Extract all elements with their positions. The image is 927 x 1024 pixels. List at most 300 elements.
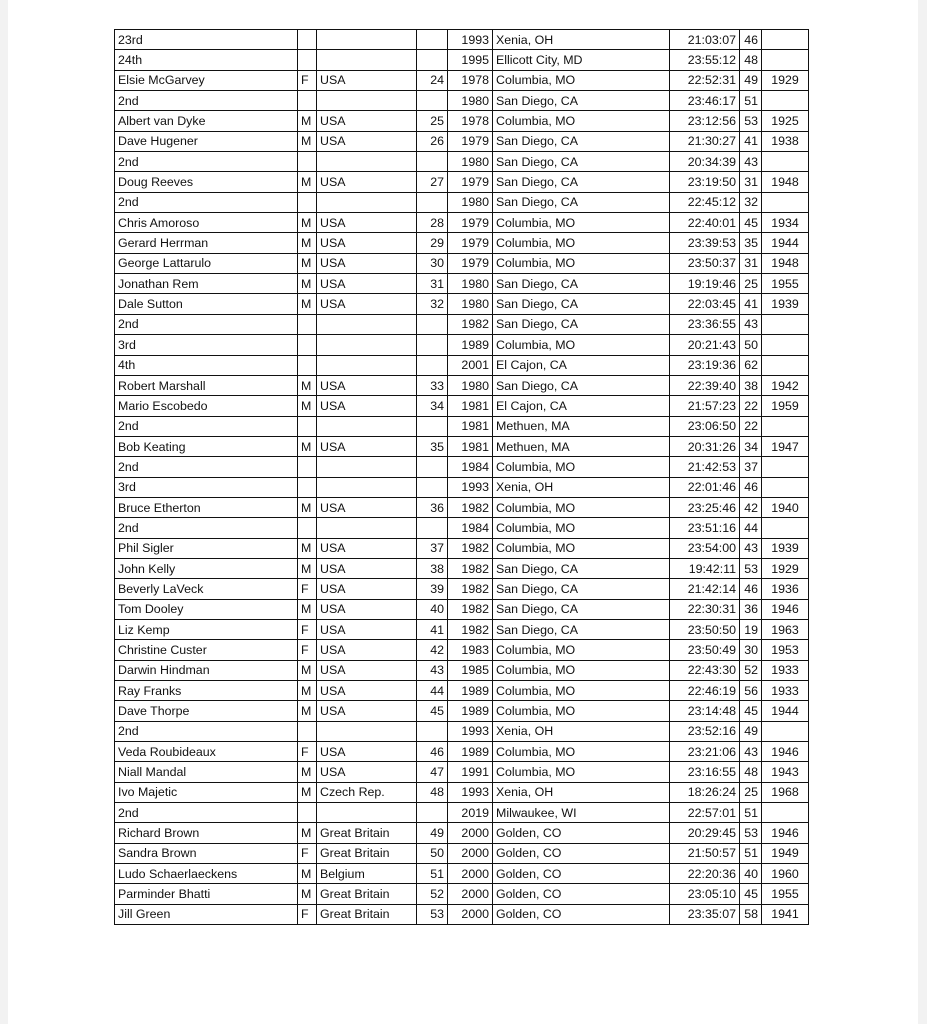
finisher-number-cell (417, 30, 448, 50)
sex-cell (298, 457, 317, 477)
runner-name-cell: Gerard Herrman (115, 233, 298, 253)
finish-time-cell: 23:05:10 (670, 884, 740, 904)
sex-cell: M (298, 599, 317, 619)
sex-cell (298, 192, 317, 212)
country-cell: USA (317, 70, 417, 90)
table-row (115, 619, 809, 639)
location-cell: San Diego, CA (493, 314, 670, 334)
country-cell: USA (317, 233, 417, 253)
country-cell (317, 50, 417, 70)
sex-cell: M (298, 864, 317, 884)
finisher-number-cell: 34 (417, 396, 448, 416)
table-row (115, 742, 809, 762)
age-cell: 43 (740, 152, 762, 172)
runner-name-cell: 2nd (115, 803, 298, 823)
runner-name-cell: Tom Dooley (115, 599, 298, 619)
table-row (115, 172, 809, 192)
finisher-number-cell (417, 477, 448, 497)
country-cell (317, 192, 417, 212)
finisher-number-cell: 35 (417, 436, 448, 456)
runner-name-cell: Beverly LaVeck (115, 579, 298, 599)
table-row (115, 803, 809, 823)
country-cell: USA (317, 253, 417, 273)
location-cell: Columbia, MO (493, 253, 670, 273)
age-cell: 51 (740, 803, 762, 823)
sex-cell (298, 30, 317, 50)
age-cell: 46 (740, 30, 762, 50)
runner-name-cell: Robert Marshall (115, 375, 298, 395)
finish-time-cell: 20:34:39 (670, 152, 740, 172)
year-cell: 1982 (448, 558, 493, 578)
table-row (115, 436, 809, 456)
location-cell: San Diego, CA (493, 172, 670, 192)
location-cell: El Cajon, CA (493, 396, 670, 416)
finish-time-cell: 23:14:48 (670, 701, 740, 721)
finisher-number-cell: 30 (417, 253, 448, 273)
finish-time-cell: 23:50:37 (670, 253, 740, 273)
location-cell: San Diego, CA (493, 274, 670, 294)
runner-name-cell: Elsie McGarvey (115, 70, 298, 90)
sex-cell: M (298, 884, 317, 904)
age-cell: 45 (740, 884, 762, 904)
runner-name-cell: Christine Custer (115, 640, 298, 660)
location-cell: Columbia, MO (493, 742, 670, 762)
finish-time-cell: 22:01:46 (670, 477, 740, 497)
year-cell: 1981 (448, 436, 493, 456)
table-row (115, 131, 809, 151)
age-cell: 35 (740, 233, 762, 253)
finisher-number-cell (417, 314, 448, 334)
sex-cell: M (298, 701, 317, 721)
age-cell: 49 (740, 721, 762, 741)
location-cell: San Diego, CA (493, 294, 670, 314)
age-cell: 41 (740, 294, 762, 314)
table-row (115, 70, 809, 90)
age-cell: 62 (740, 355, 762, 375)
table-row (115, 599, 809, 619)
birth-year-cell (762, 477, 809, 497)
sex-cell: M (298, 681, 317, 701)
sex-cell: F (298, 70, 317, 90)
country-cell: Great Britain (317, 904, 417, 924)
age-cell: 45 (740, 213, 762, 233)
birth-year-cell: 1949 (762, 843, 809, 863)
year-cell: 1979 (448, 172, 493, 192)
finisher-number-cell: 32 (417, 294, 448, 314)
age-cell: 22 (740, 396, 762, 416)
table-row (115, 294, 809, 314)
age-cell: 22 (740, 416, 762, 436)
year-cell: 1980 (448, 294, 493, 314)
sex-cell: F (298, 904, 317, 924)
birth-year-cell (762, 721, 809, 741)
country-cell: USA (317, 701, 417, 721)
finish-time-cell: 20:21:43 (670, 335, 740, 355)
finisher-number-cell (417, 192, 448, 212)
location-cell: Methuen, MA (493, 416, 670, 436)
year-cell: 2000 (448, 843, 493, 863)
age-cell: 41 (740, 131, 762, 151)
year-cell: 1993 (448, 477, 493, 497)
finish-time-cell: 23:36:55 (670, 314, 740, 334)
age-cell: 48 (740, 50, 762, 70)
location-cell: Columbia, MO (493, 681, 670, 701)
birth-year-cell: 1943 (762, 762, 809, 782)
table-row (115, 30, 809, 50)
year-cell: 2000 (448, 884, 493, 904)
table-row (115, 518, 809, 538)
table-row (115, 721, 809, 741)
runner-name-cell: 2nd (115, 721, 298, 741)
runner-name-cell: Liz Kemp (115, 619, 298, 639)
table-row (115, 213, 809, 233)
year-cell: 1980 (448, 91, 493, 111)
finish-time-cell: 22:39:40 (670, 375, 740, 395)
finisher-number-cell: 53 (417, 904, 448, 924)
year-cell: 1984 (448, 518, 493, 538)
runner-name-cell: Ray Franks (115, 681, 298, 701)
sex-cell: F (298, 843, 317, 863)
finish-time-cell: 22:57:01 (670, 803, 740, 823)
table-row (115, 904, 809, 924)
age-cell: 31 (740, 253, 762, 273)
location-cell: Xenia, OH (493, 477, 670, 497)
sex-cell: M (298, 660, 317, 680)
birth-year-cell: 1925 (762, 111, 809, 131)
sex-cell: M (298, 436, 317, 456)
country-cell: USA (317, 579, 417, 599)
runner-name-cell: John Kelly (115, 558, 298, 578)
sex-cell (298, 91, 317, 111)
runner-name-cell: Sandra Brown (115, 843, 298, 863)
age-cell: 53 (740, 558, 762, 578)
runner-name-cell: 24th (115, 50, 298, 70)
finish-time-cell: 19:19:46 (670, 274, 740, 294)
birth-year-cell: 1944 (762, 233, 809, 253)
year-cell: 1978 (448, 111, 493, 131)
birth-year-cell: 1929 (762, 70, 809, 90)
year-cell: 1989 (448, 335, 493, 355)
sex-cell: F (298, 742, 317, 762)
age-cell: 52 (740, 660, 762, 680)
year-cell: 1979 (448, 131, 493, 151)
year-cell: 1989 (448, 701, 493, 721)
birth-year-cell: 1941 (762, 904, 809, 924)
country-cell: USA (317, 660, 417, 680)
finisher-number-cell: 43 (417, 660, 448, 680)
finish-time-cell: 20:29:45 (670, 823, 740, 843)
sex-cell: M (298, 233, 317, 253)
runner-name-cell: 2nd (115, 152, 298, 172)
finish-time-cell: 18:26:24 (670, 782, 740, 802)
table-row (115, 701, 809, 721)
birth-year-cell (762, 152, 809, 172)
finisher-number-cell: 44 (417, 681, 448, 701)
sex-cell: M (298, 253, 317, 273)
birth-year-cell: 1939 (762, 294, 809, 314)
table-row (115, 91, 809, 111)
year-cell: 1984 (448, 457, 493, 477)
sex-cell: M (298, 538, 317, 558)
table-row (115, 762, 809, 782)
table-row (115, 152, 809, 172)
age-cell: 44 (740, 518, 762, 538)
finish-time-cell: 22:40:01 (670, 213, 740, 233)
table-row (115, 355, 809, 375)
runner-name-cell: Doug Reeves (115, 172, 298, 192)
finish-time-cell: 21:57:23 (670, 396, 740, 416)
year-cell: 1995 (448, 50, 493, 70)
year-cell: 1979 (448, 253, 493, 273)
table-row (115, 457, 809, 477)
age-cell: 51 (740, 843, 762, 863)
birth-year-cell (762, 30, 809, 50)
year-cell: 1980 (448, 375, 493, 395)
location-cell: San Diego, CA (493, 192, 670, 212)
year-cell: 1979 (448, 233, 493, 253)
country-cell (317, 721, 417, 741)
age-cell: 43 (740, 314, 762, 334)
finish-time-cell: 20:31:26 (670, 436, 740, 456)
birth-year-cell: 1933 (762, 681, 809, 701)
runner-name-cell: Dave Hugener (115, 131, 298, 151)
location-cell: Columbia, MO (493, 70, 670, 90)
finish-time-cell: 22:43:30 (670, 660, 740, 680)
birth-year-cell: 1955 (762, 274, 809, 294)
location-cell: Milwaukee, WI (493, 803, 670, 823)
birth-year-cell: 1938 (762, 131, 809, 151)
table-row (115, 314, 809, 334)
year-cell: 2019 (448, 803, 493, 823)
table-row (115, 50, 809, 70)
location-cell: Methuen, MA (493, 436, 670, 456)
finisher-number-cell: 49 (417, 823, 448, 843)
finish-time-cell: 21:42:14 (670, 579, 740, 599)
finish-time-cell: 23:39:53 (670, 233, 740, 253)
country-cell (317, 152, 417, 172)
country-cell: USA (317, 599, 417, 619)
age-cell: 40 (740, 864, 762, 884)
sex-cell: M (298, 823, 317, 843)
birth-year-cell: 1940 (762, 497, 809, 517)
country-cell: USA (317, 213, 417, 233)
sex-cell (298, 314, 317, 334)
country-cell (317, 355, 417, 375)
finisher-number-cell (417, 50, 448, 70)
country-cell: USA (317, 375, 417, 395)
finisher-number-cell: 38 (417, 558, 448, 578)
runner-name-cell: 2nd (115, 192, 298, 212)
finish-time-cell: 23:25:46 (670, 497, 740, 517)
finisher-number-cell: 26 (417, 131, 448, 151)
location-cell: Columbia, MO (493, 660, 670, 680)
year-cell: 1982 (448, 497, 493, 517)
age-cell: 25 (740, 274, 762, 294)
country-cell: USA (317, 538, 417, 558)
sex-cell: M (298, 111, 317, 131)
table-row (115, 660, 809, 680)
birth-year-cell: 1948 (762, 172, 809, 192)
year-cell: 1980 (448, 152, 493, 172)
birth-year-cell: 1955 (762, 884, 809, 904)
location-cell: El Cajon, CA (493, 355, 670, 375)
table-row (115, 884, 809, 904)
finisher-number-cell (417, 803, 448, 823)
location-cell: Columbia, MO (493, 335, 670, 355)
age-cell: 38 (740, 375, 762, 395)
country-cell (317, 803, 417, 823)
birth-year-cell: 1929 (762, 558, 809, 578)
country-cell: USA (317, 396, 417, 416)
sex-cell: M (298, 497, 317, 517)
year-cell: 1982 (448, 619, 493, 639)
year-cell: 2001 (448, 355, 493, 375)
country-cell (317, 30, 417, 50)
finish-time-cell: 22:45:12 (670, 192, 740, 212)
location-cell: Columbia, MO (493, 518, 670, 538)
finish-time-cell: 21:03:07 (670, 30, 740, 50)
finish-time-cell: 21:50:57 (670, 843, 740, 863)
sex-cell (298, 416, 317, 436)
country-cell: Great Britain (317, 823, 417, 843)
location-cell: Columbia, MO (493, 213, 670, 233)
finisher-number-cell: 45 (417, 701, 448, 721)
age-cell: 43 (740, 538, 762, 558)
finisher-number-cell: 50 (417, 843, 448, 863)
country-cell: USA (317, 681, 417, 701)
finisher-number-cell: 39 (417, 579, 448, 599)
runner-name-cell: Chris Amoroso (115, 213, 298, 233)
table-row (115, 681, 809, 701)
table-row (115, 558, 809, 578)
birth-year-cell (762, 355, 809, 375)
sex-cell (298, 152, 317, 172)
finish-time-cell: 23:55:12 (670, 50, 740, 70)
birth-year-cell: 1939 (762, 538, 809, 558)
runner-name-cell: 23rd (115, 30, 298, 50)
birth-year-cell: 1942 (762, 375, 809, 395)
runner-name-cell: Phil Sigler (115, 538, 298, 558)
runner-name-cell: Darwin Hindman (115, 660, 298, 680)
finisher-number-cell: 27 (417, 172, 448, 192)
age-cell: 51 (740, 91, 762, 111)
runner-name-cell: Dave Thorpe (115, 701, 298, 721)
finish-time-cell: 23:19:36 (670, 355, 740, 375)
finisher-number-cell: 31 (417, 274, 448, 294)
finish-time-cell: 23:46:17 (670, 91, 740, 111)
year-cell: 1993 (448, 721, 493, 741)
birth-year-cell: 1948 (762, 253, 809, 273)
age-cell: 45 (740, 701, 762, 721)
sex-cell: M (298, 396, 317, 416)
location-cell: Xenia, OH (493, 782, 670, 802)
finisher-number-cell: 37 (417, 538, 448, 558)
location-cell: Columbia, MO (493, 111, 670, 131)
finisher-number-cell: 48 (417, 782, 448, 802)
sex-cell: F (298, 579, 317, 599)
country-cell: USA (317, 436, 417, 456)
finish-time-cell: 23:52:16 (670, 721, 740, 741)
finish-time-cell: 22:30:31 (670, 599, 740, 619)
birth-year-cell: 1944 (762, 701, 809, 721)
finish-time-cell: 19:42:11 (670, 558, 740, 578)
runner-name-cell: Mario Escobedo (115, 396, 298, 416)
sex-cell (298, 355, 317, 375)
finisher-number-cell: 29 (417, 233, 448, 253)
location-cell: Columbia, MO (493, 701, 670, 721)
age-cell: 34 (740, 436, 762, 456)
runner-name-cell: Parminder Bhatti (115, 884, 298, 904)
country-cell (317, 518, 417, 538)
finish-time-cell: 21:30:27 (670, 131, 740, 151)
table-row (115, 396, 809, 416)
location-cell: San Diego, CA (493, 599, 670, 619)
year-cell: 1981 (448, 396, 493, 416)
age-cell: 43 (740, 742, 762, 762)
finish-time-cell: 22:20:36 (670, 864, 740, 884)
sex-cell (298, 477, 317, 497)
table-row (115, 640, 809, 660)
country-cell: USA (317, 111, 417, 131)
document-page (8, 0, 918, 1024)
finish-time-cell: 23:35:07 (670, 904, 740, 924)
runner-name-cell: Richard Brown (115, 823, 298, 843)
runner-name-cell: Niall Mandal (115, 762, 298, 782)
year-cell: 1991 (448, 762, 493, 782)
location-cell: San Diego, CA (493, 558, 670, 578)
year-cell: 1993 (448, 782, 493, 802)
country-cell: USA (317, 294, 417, 314)
runner-name-cell: Veda Roubideaux (115, 742, 298, 762)
table-row (115, 253, 809, 273)
year-cell: 2000 (448, 864, 493, 884)
age-cell: 36 (740, 599, 762, 619)
location-cell: Golden, CO (493, 864, 670, 884)
birth-year-cell: 1947 (762, 436, 809, 456)
country-cell: Belgium (317, 864, 417, 884)
table-row (115, 538, 809, 558)
country-cell: Czech Rep. (317, 782, 417, 802)
location-cell: Columbia, MO (493, 457, 670, 477)
location-cell: San Diego, CA (493, 579, 670, 599)
table-row (115, 864, 809, 884)
finisher-number-cell: 25 (417, 111, 448, 131)
birth-year-cell (762, 416, 809, 436)
birth-year-cell: 1933 (762, 660, 809, 680)
results-table (114, 29, 809, 925)
sex-cell: M (298, 172, 317, 192)
year-cell: 1980 (448, 192, 493, 212)
birth-year-cell: 1960 (762, 864, 809, 884)
country-cell: USA (317, 274, 417, 294)
location-cell: Columbia, MO (493, 640, 670, 660)
year-cell: 1982 (448, 538, 493, 558)
birth-year-cell (762, 192, 809, 212)
runner-name-cell: Ludo Schaerlaeckens (115, 864, 298, 884)
sex-cell: M (298, 213, 317, 233)
year-cell: 1978 (448, 70, 493, 90)
finish-time-cell: 23:50:49 (670, 640, 740, 660)
age-cell: 19 (740, 619, 762, 639)
finisher-number-cell (417, 355, 448, 375)
age-cell: 49 (740, 70, 762, 90)
age-cell: 31 (740, 172, 762, 192)
age-cell: 46 (740, 477, 762, 497)
table-row (115, 111, 809, 131)
location-cell: Xenia, OH (493, 30, 670, 50)
table-row (115, 274, 809, 294)
birth-year-cell: 1968 (762, 782, 809, 802)
